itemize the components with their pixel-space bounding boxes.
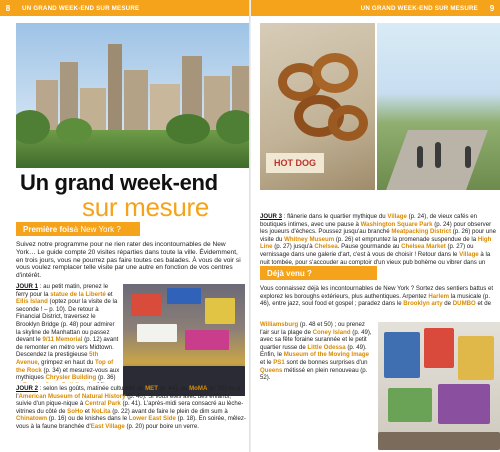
right-running-header xyxy=(250,0,500,16)
page-subtitle: sur mesure xyxy=(82,192,210,222)
manhattan-skyline-photo xyxy=(16,23,249,168)
day-3-paragraph: JOUR 3 : flânerie dans le quartier mythique du Village (p. 24), de vieux cafés en boutiques intimes, avec une pause à Washington Square Park (p. 24) pour observer les joueurs d'échecs. Poussez jusqu'au branché Meatpacking District (p. 26) pour une visite du Whitney Museum (p. 26) et empruntez la promenade suspendue de la High Line (p. 27) jusqu'à Chelsea. Pause gourmande au Chelsea Market (p. 27) ou vernissage dans une galerie d'art, c'est à vous de choisir ! Retour dans le Village à la nuit tombée, pour s'accouder au comptoir d'un vieux pub bohème ou vibrer dans un xyxy=(260,213,497,265)
museum-murals-photo xyxy=(378,322,500,450)
hotdog-sign: HOT DOG xyxy=(266,153,324,173)
left-page-number: 8 xyxy=(5,3,11,13)
already-visited-paragraph: Williamsburg (p. 48 et 50) ; ou prenez l'air sur la plage de Coney Island (p. 49), avec sa fête foraine surannée et le petit quartier russe de Little Odessa (p. 49). Enfin, le Museum of the Moving Image et le PS1 sont de bonnes surprises d'un Queens métissé en plein renouveau (p. 52). xyxy=(260,321,372,382)
page-gutter xyxy=(249,0,251,452)
high-line-photo xyxy=(377,23,500,190)
right-header-title: UN GRAND WEEK-END SUR MESURE xyxy=(360,4,478,12)
left-header-title: UN GRAND WEEK-END SUR MESURE xyxy=(22,4,140,12)
section-first-time-label: Première fois xyxy=(23,224,74,234)
section-first-time-suffix: à New York ? xyxy=(73,224,121,234)
lead-paragraph: Suivez notre programme pour ne rien rater des incontournables de New York… Le guide compte 20 visites réparties dans toute la ville. Évidemment, en trois jours, vous ne pourrez pas faire toutes ces balades. À vous de voir si vous voulez remplacer telle visite par une autre en fonction de vos centres d'intérêt. xyxy=(16,241,241,280)
section-already-visited-label: Déjà venu ? xyxy=(267,268,312,278)
pretzel-cart-photo xyxy=(260,23,375,190)
section-already-visited xyxy=(260,266,377,280)
left-running-header xyxy=(0,0,250,16)
already-visited-intro: Vous connaissez déjà les incontournables de New York ? Sortez des sentiers battus et explorez les boroughs extérieurs, plus authentiques. Arpentez Harlem la musicale (p. 46), entre jazz, soul food et gospel ; paradez dans le Brooklyn arty de DUMBO et de xyxy=(260,285,494,308)
right-page-number: 9 xyxy=(489,3,495,13)
page-title: Un grand week-end xyxy=(20,170,218,195)
section-first-time xyxy=(16,222,140,236)
times-square-photo xyxy=(123,284,245,396)
day-2-paragraph: JOUR 2 : selon les goûts, matinée culturelle au MET (p. 44), au MoMA (p. 35) ou à l'American Museum of Natural History (p. 40). Si vous êtes avec des enfants, suivie d'un pique-nique à Central Park (p. 41). L'après-midi sera consacré au lèche-vitrines du côté de SoHo et NoLita (p. 22) avant de faire le plein de dim sum à Chinatown (p. 16) ou de knishes dans le Lower East Side (p. 18). En soirée, mêlez-vous à la faune branchée d'East Village (p. 20) pour boire un verre. xyxy=(16,385,246,430)
day-1-paragraph: JOUR 1 : au petit matin, prenez le ferry pour la statue de la Liberté et Ellis Island (optez pour la visite de la seconde ! – p. 10). De retour à Financial District, traversez le Brooklyn Bridge (p. 48) pour admirer la skyline de Manhattan ou passez devant le 9/11 Memorial (p. 12) avant de remonter en métro vers Midtown. Descendez la prestigieuse 5th Avenue, grimpez en haut du Top of the Rock (p. 34) et mesurez-vous aux mythiques Chrysler Building (p. 36) xyxy=(16,283,120,382)
